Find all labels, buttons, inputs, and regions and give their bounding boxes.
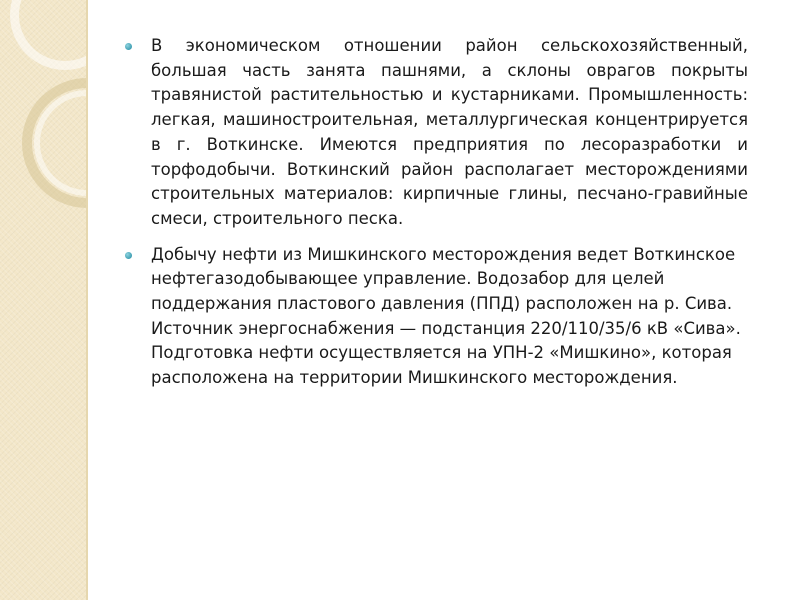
slide-content bbox=[122, 34, 748, 402]
bullet-dot-icon bbox=[125, 252, 132, 259]
panel-divider bbox=[86, 0, 88, 600]
bullet-item bbox=[122, 34, 748, 232]
bullet-item bbox=[122, 243, 748, 391]
decorative-side-panel bbox=[0, 0, 88, 600]
bullet-text: В экономическом отношении район сельскохозяйственный, большая часть занята пашнями, а склоны оврагов покрыты травянистой растительностью и кустарниками. Промышленность: легкая, машиностроительная, металлургическая концентрируется в г. Воткинске. Имеются предприятия по лесоразработки и торфодобычи. Воткинский район располагает месторождениями строительных материалов: кирпичные глины, песчано-гравийные смеси, строительного песка. bbox=[151, 36, 748, 228]
bullet-dot-icon bbox=[125, 43, 132, 50]
decorative-ring-icon bbox=[10, 0, 88, 70]
bullet-text: Добычу нефти из Мишкинского месторождения ведет Воткинское нефтегазодобывающее управление. Водозабор для целей поддержания пластового давления (ППД) расположен на р. Сива. Источник энергоснабжения — подстанция 220/110/35/6 кВ «Сива». Подготовка нефти осуществляется на УПН-2 «Мишкино», которая расположена на территории Мишкинского месторождения. bbox=[151, 244, 741, 388]
